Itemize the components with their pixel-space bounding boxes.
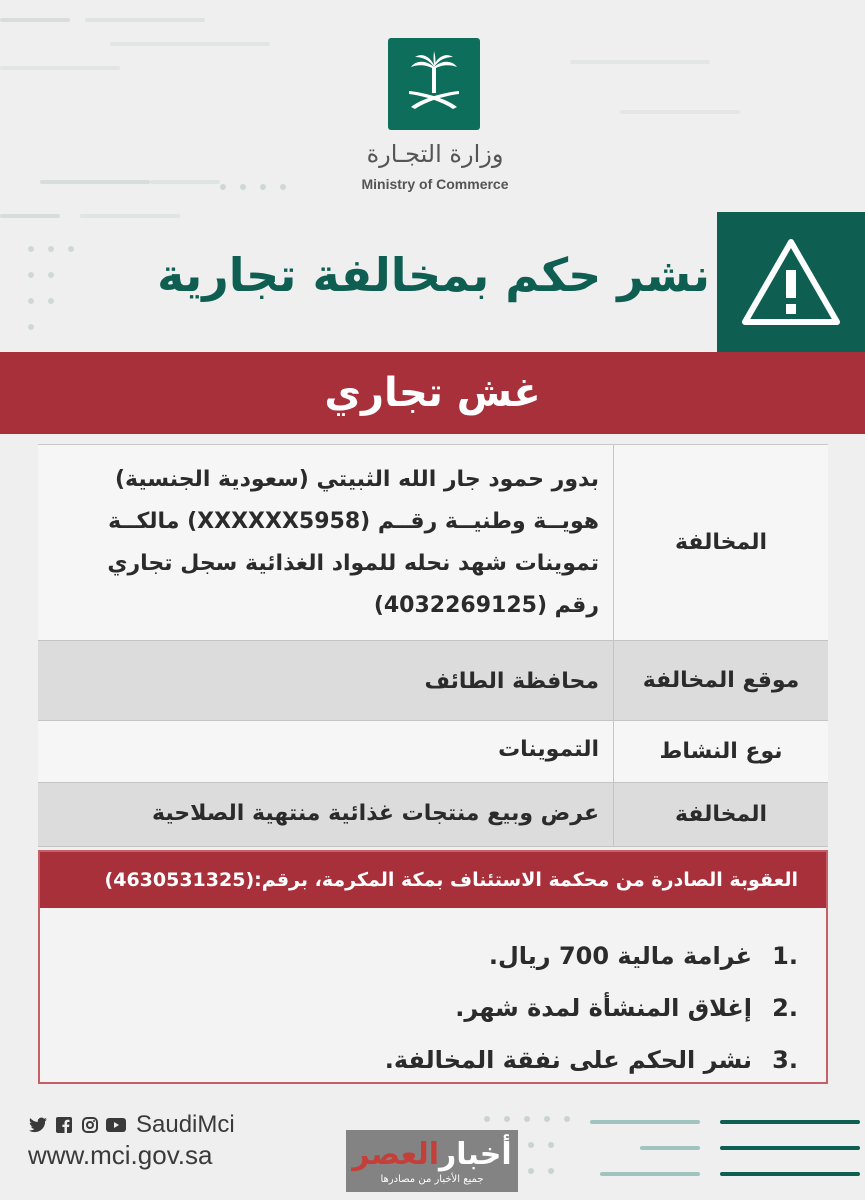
youtube-icon[interactable] <box>106 1115 126 1135</box>
penalty-number: 3. <box>772 1046 798 1074</box>
list-item <box>68 1034 798 1086</box>
page-title: نشر حكم بمخالفة تجارية <box>157 248 710 302</box>
list-item <box>68 982 798 1034</box>
penalty-list <box>40 908 826 1086</box>
penalty-heading-bar <box>40 852 826 908</box>
twitter-icon[interactable] <box>28 1115 48 1135</box>
ministry-name-english: Ministry of Commerce <box>361 176 509 192</box>
table-row <box>38 721 828 783</box>
ministry-name-arabic: وزارة التجـارة <box>366 140 504 168</box>
violation-type-banner <box>0 352 865 434</box>
row-label-violator: المخالفة <box>613 445 828 640</box>
website-link[interactable]: www.mci.gov.sa <box>28 1140 213 1170</box>
warning-badge <box>717 212 865 352</box>
watermark-tagline: جميع الأخبار من مصادرها <box>380 1173 484 1185</box>
penalty-section <box>38 850 828 1084</box>
violator-line: هويــة وطنيــة رقــم (XXXXXX5958) مالكــة <box>108 509 599 534</box>
penalty-number: 1. <box>772 942 798 970</box>
penalty-text: نشر الحكم على نفقة المخالفة. <box>384 1046 752 1074</box>
penalty-number: 2. <box>772 994 798 1022</box>
palm-swords-icon <box>399 49 469 119</box>
table-row <box>38 445 828 641</box>
row-value-violation: عرض وبيع منتجات غذائية منتهية الصلاحية <box>151 801 599 826</box>
instagram-icon[interactable] <box>80 1115 100 1135</box>
list-item <box>68 930 798 982</box>
social-links <box>28 1110 235 1140</box>
table-row <box>38 783 828 847</box>
penalty-heading: العقوبة الصادرة من محكمة الاستئناف بمكة المكرمة، برقم:(4630531325) <box>104 869 798 891</box>
row-label-location: موقع المخالفة <box>613 641 828 720</box>
violator-line: تموينات شهد نحله للمواد الغذائية سجل تجاري <box>107 551 599 576</box>
penalty-text: غرامة مالية 700 ريال. <box>488 942 752 970</box>
watermark-part2: العصر <box>352 1136 440 1172</box>
row-value-location: محافظة الطائف <box>424 669 599 694</box>
news-watermark-logo <box>346 1130 518 1192</box>
violation-details-table <box>38 444 828 847</box>
ministry-emblem-logo <box>388 38 480 130</box>
watermark-part1: أخبار <box>439 1136 512 1172</box>
row-value-activity: التموينات <box>498 737 599 762</box>
table-row <box>38 641 828 721</box>
row-label-activity: نوع النشاط <box>613 721 828 782</box>
row-label-violation: المخالفة <box>613 783 828 846</box>
row-value-violator <box>38 445 613 640</box>
violation-type-label: غش تجاري <box>324 370 541 416</box>
violator-line: بدور حمود جار الله الثبيتي (سعودية الجنسية) <box>114 467 599 492</box>
warning-triangle-icon <box>739 236 843 328</box>
penalty-text: إغلاق المنشأة لمدة شهر. <box>455 994 752 1022</box>
violator-line: رقم (4032269125) <box>373 593 599 618</box>
facebook-icon[interactable] <box>54 1115 74 1135</box>
watermark-title <box>352 1138 511 1172</box>
social-handle[interactable]: SaudiMci <box>136 1111 235 1138</box>
